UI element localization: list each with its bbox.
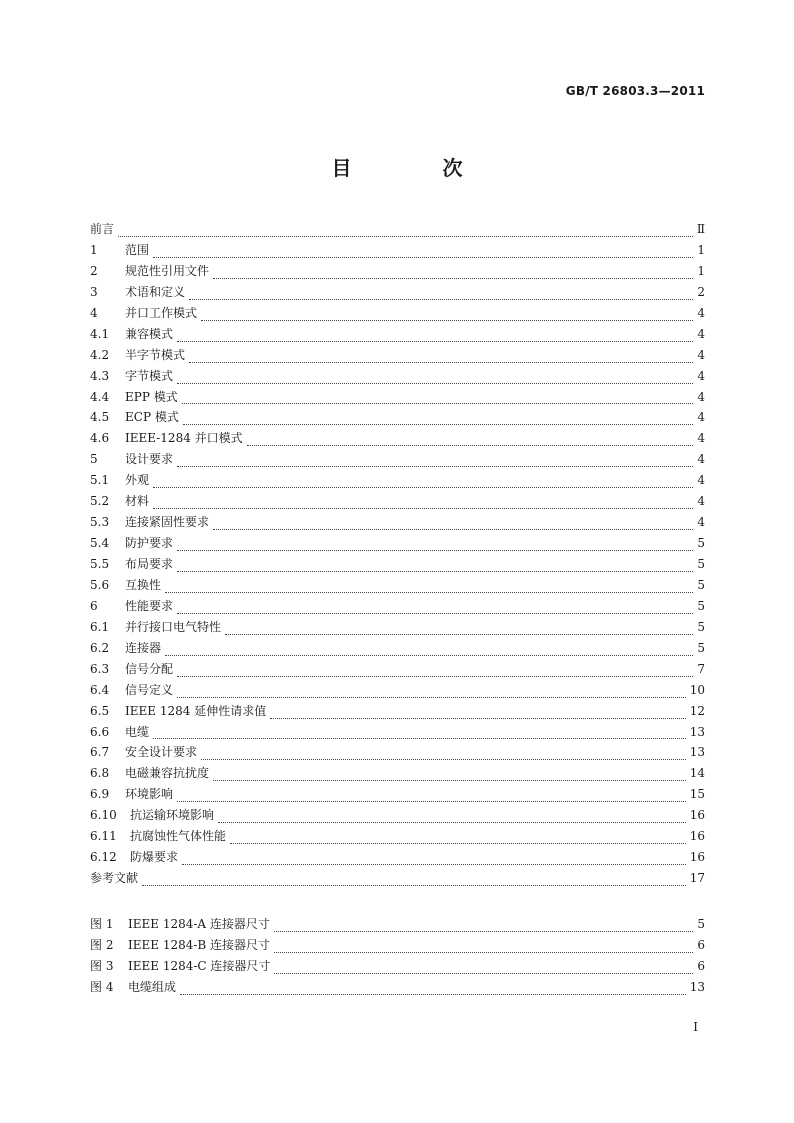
toc-entry-number: 6.10 <box>90 808 117 823</box>
toc-entry-page: 2 <box>697 284 705 299</box>
toc-entry[interactable] <box>90 680 705 701</box>
toc-entry-title: 连接器 <box>125 640 162 655</box>
toc-entry[interactable] <box>90 722 705 743</box>
toc-entry-page: 5 <box>697 536 705 551</box>
toc-entry-page: 4 <box>697 431 705 446</box>
toc-entry-number: 6.3 <box>90 661 110 676</box>
dot-leader <box>177 371 693 384</box>
figure-entry[interactable] <box>90 956 705 977</box>
toc-entry[interactable] <box>90 763 705 784</box>
toc-entry-number: 4.2 <box>90 347 110 362</box>
toc-entry[interactable] <box>90 868 705 889</box>
toc-entry[interactable] <box>90 638 705 659</box>
standard-code: GB/T 26803.3—2011 <box>565 84 705 98</box>
dot-leader <box>165 580 693 593</box>
dot-leader <box>274 961 693 974</box>
toc-entry[interactable] <box>90 282 705 303</box>
toc-entry[interactable] <box>90 407 705 428</box>
toc-entry-title: 外观 <box>125 473 150 488</box>
dot-leader <box>153 726 686 739</box>
toc-entry-title: 布局要求 <box>125 557 174 571</box>
toc-entry-title: 信号分配 <box>125 661 174 676</box>
toc-entry-number: 6.8 <box>90 766 110 781</box>
toc-entry[interactable] <box>90 366 705 387</box>
toc-entry[interactable] <box>90 805 705 826</box>
dot-leader <box>177 454 693 467</box>
toc-entry-title: 兼容模式 <box>125 326 174 341</box>
toc-entry-page: 4 <box>697 452 705 467</box>
toc-entry-number: 4.6 <box>90 431 110 446</box>
page-title: 目 次 <box>331 156 505 180</box>
toc-entry-title: 防爆要求 <box>130 850 179 865</box>
dot-leader <box>189 350 693 363</box>
toc-entry-page: 5 <box>697 557 705 571</box>
toc-entry[interactable] <box>90 575 705 596</box>
toc-entry[interactable] <box>90 219 705 240</box>
dot-leader <box>142 873 686 886</box>
toc-entry[interactable] <box>90 784 705 805</box>
toc-entry-title: 半字节模式 <box>125 347 186 362</box>
toc-entry-page: 5 <box>697 577 705 592</box>
toc-entry-page: 7 <box>697 661 705 676</box>
figure-entry[interactable] <box>90 977 705 998</box>
toc-entry-number: 6.6 <box>90 724 110 739</box>
figure-entry[interactable] <box>90 914 705 935</box>
toc-entry-title: 电缆 <box>125 724 150 739</box>
toc-entry-page: 5 <box>697 640 705 655</box>
toc-entry[interactable] <box>90 261 705 282</box>
figure-page-number: 6 <box>697 958 705 973</box>
toc-entry-number: 6.1 <box>90 619 110 634</box>
toc-entry-page: 5 <box>697 619 705 634</box>
figure-list <box>90 914 705 998</box>
figure-number: 图 2 <box>90 937 114 952</box>
toc-entry-number: 5.3 <box>90 515 110 530</box>
toc-entry-title: 参考文献 <box>90 871 139 886</box>
toc-entry-number: 5.5 <box>90 557 110 571</box>
toc-entry[interactable] <box>90 387 705 408</box>
toc-entry-page: 12 <box>689 703 705 718</box>
figure-page-number: 6 <box>697 937 705 952</box>
toc-entry-title: EPP 模式 <box>125 389 178 404</box>
toc-entry-title: 防护要求 <box>125 536 174 551</box>
toc-entry-title: 前言 <box>90 222 115 236</box>
toc-entry-title: 材料 <box>125 494 150 509</box>
dot-leader <box>153 245 693 258</box>
dot-leader <box>177 559 693 572</box>
toc-entry-number: 4.1 <box>90 326 110 341</box>
toc-entry-page: 4 <box>697 389 705 404</box>
toc-entry[interactable] <box>90 491 705 512</box>
dot-leader <box>230 831 686 844</box>
toc-entry[interactable] <box>90 345 705 366</box>
toc-entry-number: 5.6 <box>90 577 110 592</box>
dot-leader <box>177 538 693 551</box>
toc-entry-title: 连接紧固性要求 <box>125 515 210 530</box>
dot-leader <box>118 224 693 237</box>
dot-leader <box>274 919 693 932</box>
toc-entry-page: 1 <box>697 263 705 278</box>
toc-entry[interactable] <box>90 847 705 868</box>
dot-leader <box>177 789 686 802</box>
toc-entry-number: 6.5 <box>90 703 110 718</box>
figure-title: IEEE 1284-B 连接器尺寸 <box>128 937 271 952</box>
table-of-contents <box>90 219 705 889</box>
toc-entry-page: 13 <box>689 745 705 760</box>
toc-entry-page: 4 <box>697 368 705 383</box>
dot-leader <box>180 982 686 995</box>
toc-entry[interactable] <box>90 617 705 638</box>
toc-entry-page: 16 <box>689 808 705 823</box>
dot-leader <box>182 852 686 865</box>
toc-entry-title: IEEE-1284 并口模式 <box>125 431 243 446</box>
toc-entry-page: 4 <box>697 473 705 488</box>
toc-entry[interactable] <box>90 826 705 847</box>
figure-entry[interactable] <box>90 935 705 956</box>
dot-leader <box>177 329 693 342</box>
toc-entry-page: 4 <box>697 305 705 320</box>
toc-entry-number: 6 <box>90 598 98 613</box>
toc-entry-page: 15 <box>689 787 705 802</box>
toc-entry[interactable] <box>90 470 705 491</box>
toc-entry-number: 6.9 <box>90 787 110 802</box>
figure-number: 图 4 <box>90 979 114 994</box>
toc-entry-page: 10 <box>689 682 705 697</box>
toc-entry-page: 1 <box>697 242 705 257</box>
figure-title: 电缆组成 <box>128 979 177 994</box>
toc-entry-number: 2 <box>90 263 98 278</box>
dot-leader <box>183 412 694 425</box>
toc-entry-number: 5.1 <box>90 473 110 488</box>
dot-leader <box>153 475 693 488</box>
dot-leader <box>177 664 693 677</box>
dot-leader <box>153 496 693 509</box>
toc-entry[interactable] <box>90 701 705 722</box>
toc-entry-title: IEEE 1284 延伸性请求值 <box>125 703 267 718</box>
toc-entry[interactable] <box>90 428 705 449</box>
toc-entry-page: 4 <box>697 515 705 530</box>
toc-entry-title: 术语和定义 <box>125 284 186 299</box>
toc-entry-page: 14 <box>689 766 705 781</box>
toc-entry-title: ECP 模式 <box>125 410 179 425</box>
toc-entry-number: 5.4 <box>90 536 110 551</box>
dot-leader <box>201 308 693 321</box>
figure-page-number: 13 <box>689 979 705 994</box>
toc-entry-title: 环境影响 <box>125 787 174 802</box>
toc-entry-title: 抗腐蚀性气体性能 <box>130 829 227 844</box>
toc-entry[interactable] <box>90 742 705 763</box>
toc-entry-title: 性能要求 <box>125 598 174 613</box>
toc-entry-page: 4 <box>697 494 705 509</box>
figure-number: 图 1 <box>90 917 114 931</box>
toc-entry-number: 5 <box>90 452 98 467</box>
dot-leader <box>218 810 686 823</box>
toc-entry-number: 1 <box>90 242 98 257</box>
toc-entry[interactable] <box>90 533 705 554</box>
toc-entry-number: 6.7 <box>90 745 110 760</box>
figure-title: IEEE 1284-A 连接器尺寸 <box>128 917 270 931</box>
toc-entry-page: 16 <box>689 829 705 844</box>
figure-page-number: 5 <box>697 917 705 931</box>
toc-entry-page: 13 <box>689 724 705 739</box>
toc-entry-number: 5.2 <box>90 494 110 509</box>
toc-entry-title: 字节模式 <box>125 368 174 383</box>
toc-entry-number: 4.3 <box>90 368 110 383</box>
toc-entry-number: 4.4 <box>90 389 110 404</box>
toc-entry-page: Ⅱ <box>696 222 705 236</box>
toc-entry-title: 并口工作模式 <box>125 305 198 320</box>
dot-leader <box>177 685 686 698</box>
dot-leader <box>177 601 693 614</box>
toc-entry-title: 设计要求 <box>125 452 174 467</box>
page-number: I <box>693 1020 698 1034</box>
toc-entry[interactable] <box>90 324 705 345</box>
toc-entry[interactable] <box>90 512 705 533</box>
toc-entry[interactable] <box>90 659 705 680</box>
dot-leader <box>247 433 694 446</box>
toc-entry-number: 4 <box>90 305 98 320</box>
toc-entry[interactable] <box>90 303 705 324</box>
toc-entry-title: 电磁兼容抗扰度 <box>125 766 210 781</box>
toc-entry-number: 6.4 <box>90 682 110 697</box>
toc-entry-title: 信号定义 <box>125 682 174 697</box>
dot-leader <box>274 940 693 953</box>
dot-leader <box>225 622 693 635</box>
toc-entry-number: 3 <box>90 284 98 299</box>
toc-entry-title: 抗运输环境影响 <box>130 808 215 823</box>
toc-entry-number: 4.5 <box>90 410 110 425</box>
toc-entry-title: 互换性 <box>125 577 162 592</box>
toc-entry-title: 范围 <box>125 242 150 257</box>
dot-leader <box>213 266 693 279</box>
toc-entry-number: 6.2 <box>90 640 110 655</box>
dot-leader <box>182 391 694 404</box>
figure-number: 图 3 <box>90 958 114 973</box>
toc-entry-page: 17 <box>689 871 705 886</box>
dot-leader <box>270 706 686 719</box>
dot-leader <box>213 768 686 781</box>
toc-entry[interactable] <box>90 554 705 575</box>
toc-entry-number: 6.12 <box>90 850 117 865</box>
toc-entry-page: 4 <box>697 326 705 341</box>
dot-leader <box>165 643 693 656</box>
dot-leader <box>189 287 693 300</box>
toc-entry-title: 规范性引用文件 <box>125 263 210 278</box>
toc-entry-title: 安全设计要求 <box>125 745 198 760</box>
dot-leader <box>201 747 686 760</box>
toc-entry-number: 6.11 <box>90 829 117 844</box>
toc-entry-page: 4 <box>697 347 705 362</box>
toc-entry[interactable] <box>90 596 705 617</box>
toc-entry-page: 4 <box>697 410 705 425</box>
toc-entry[interactable] <box>90 449 705 470</box>
figure-title: IEEE 1284-C 连接器尺寸 <box>128 958 271 973</box>
dot-leader <box>213 517 693 530</box>
toc-entry-title: 并行接口电气特性 <box>125 619 222 634</box>
toc-entry-page: 5 <box>697 598 705 613</box>
toc-entry-page: 16 <box>689 850 705 865</box>
toc-entry[interactable] <box>90 240 705 261</box>
